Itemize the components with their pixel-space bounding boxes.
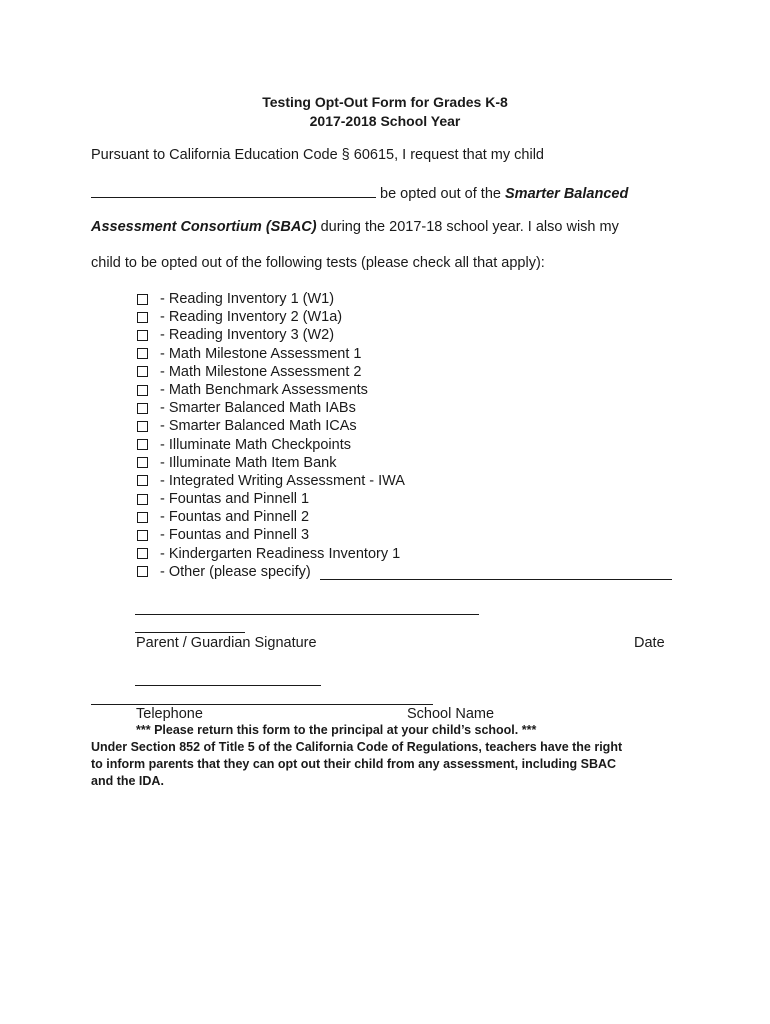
test-item-label: - Smarter Balanced Math ICAs [160, 418, 357, 435]
test-item-label: - Fountas and Pinnell 2 [160, 509, 310, 526]
checkbox[interactable] [137, 366, 148, 377]
checkbox[interactable] [137, 566, 148, 577]
sbac-name-part1: Smarter Balanced [505, 186, 629, 202]
test-item [137, 417, 405, 435]
checkbox[interactable] [137, 312, 148, 323]
test-item-label: - Reading Inventory 1 (W1) [160, 291, 335, 307]
test-item [137, 526, 405, 544]
date-label: Date [634, 635, 665, 651]
checkbox[interactable] [137, 475, 148, 486]
signature-line-continued[interactable] [135, 632, 245, 633]
telephone-label: Telephone [136, 706, 203, 722]
intro-line-2 [91, 183, 628, 202]
school-year: 2017-2018 School Year [309, 113, 461, 129]
test-item [137, 345, 405, 363]
school-name-line[interactable] [91, 704, 433, 705]
regulation-note-line-1: Under Section 852 of Title 5 of the California Code of Regulations, teachers have the right [91, 740, 623, 754]
intro-line-2-text: be opted out of the [376, 186, 505, 202]
checkbox[interactable] [137, 439, 148, 450]
regulation-note-line-3: and the IDA. [91, 774, 164, 788]
checkbox[interactable] [137, 403, 148, 414]
signature-line[interactable] [135, 614, 479, 615]
test-item-label: - Fountas and Pinnell 1 [160, 491, 310, 508]
intro-line-3-text: during the 2017-18 school year. I also wish my [316, 219, 619, 235]
test-item [137, 308, 405, 326]
checkbox[interactable] [137, 294, 148, 305]
test-item [137, 326, 405, 344]
test-item [137, 454, 405, 472]
checkbox[interactable] [137, 330, 148, 341]
test-checklist [137, 290, 405, 581]
test-item-label: - Kindergarten Readiness Inventory 1 [160, 545, 401, 562]
test-item-label: - Other (please specify) [160, 563, 311, 580]
test-item-label: - Reading Inventory 3 (W2) [160, 327, 335, 344]
checkbox[interactable] [137, 421, 148, 432]
school-name-label: School Name [407, 706, 495, 722]
test-item [137, 399, 405, 417]
test-item-label: - Illuminate Math Checkpoints [160, 436, 351, 453]
test-item-label: - Reading Inventory 2 (W1a) [160, 309, 343, 326]
checkbox[interactable] [137, 348, 148, 359]
test-item [137, 381, 405, 399]
test-item-label: - Illuminate Math Item Bank [160, 454, 337, 471]
intro-line-1: Pursuant to California Education Code § 60615, I request that my child [91, 147, 544, 163]
regulation-note-line-2: to inform parents that they can opt out their child from any assessment, including SBAC [91, 757, 617, 771]
checkbox[interactable] [137, 548, 148, 559]
checkbox[interactable] [137, 457, 148, 468]
intro-line-4: child to be opted out of the following tests (please check all that apply): [91, 255, 545, 271]
test-item [137, 436, 405, 454]
test-item-label: - Math Milestone Assessment 2 [160, 363, 362, 380]
parent-signature-label: Parent / Guardian Signature [136, 635, 317, 651]
other-specify-field[interactable] [320, 579, 672, 580]
test-item-label: - Integrated Writing Assessment - IWA [160, 472, 405, 489]
test-item [137, 363, 405, 381]
test-item [137, 545, 405, 563]
test-item [137, 290, 405, 308]
checkbox[interactable] [137, 530, 148, 541]
checkbox[interactable] [137, 512, 148, 523]
checkbox[interactable] [137, 494, 148, 505]
test-item-label: - Fountas and Pinnell 3 [160, 527, 310, 544]
return-note: *** Please return this form to the principal at your child’s school. *** [136, 723, 537, 737]
test-item [137, 490, 405, 508]
checkbox[interactable] [137, 385, 148, 396]
test-item [137, 508, 405, 526]
child-name-field[interactable] [91, 183, 376, 198]
test-item [137, 472, 405, 490]
test-item-label: - Math Benchmark Assessments [160, 381, 368, 398]
sbac-name-part2: Assessment Consortium (SBAC) [91, 219, 317, 235]
telephone-line[interactable] [135, 685, 321, 686]
form-title: Testing Opt-Out Form for Grades K-8 [262, 94, 508, 110]
test-item-label: - Smarter Balanced Math IABs [160, 400, 356, 417]
test-item-label: - Math Milestone Assessment 1 [160, 345, 362, 362]
intro-line-3 [91, 219, 619, 235]
